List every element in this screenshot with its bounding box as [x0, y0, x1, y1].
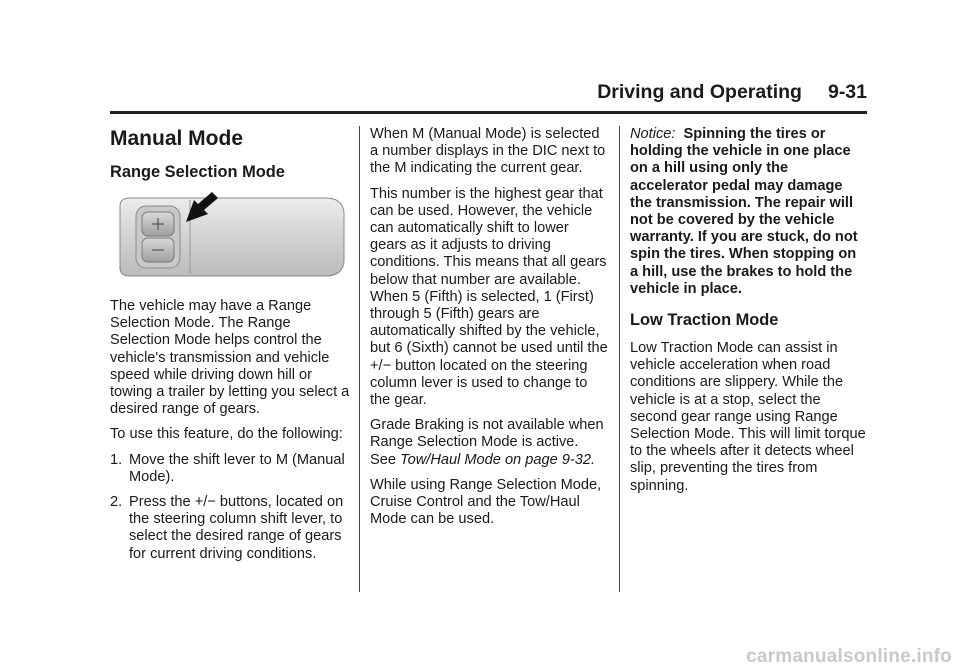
column-left: [110, 126, 350, 571]
notice-label: Notice:: [630, 126, 676, 142]
watermark: carmanualsonline.info: [746, 646, 952, 667]
page-header: [110, 80, 867, 104]
column-divider: [619, 126, 620, 592]
step-number: 1.: [110, 451, 123, 468]
cross-reference: Tow/Haul Mode on page 9-32.: [400, 451, 596, 468]
subsection-heading: Low Traction Mode: [630, 311, 779, 330]
header-rule: [110, 111, 867, 114]
step-text: Press the +/− buttons, located on the steering column shift lever, to select the desired range of gears for current driving conditions.: [129, 494, 344, 562]
paragraph: When M (Manual Mode) is selected a number displays in the DIC next to the M indicating the current gear.: [370, 126, 606, 177]
subsection-heading: Range Selection Mode: [110, 163, 285, 181]
section-title: Driving and Operating: [597, 81, 802, 103]
paragraph: While using Range Selection Mode, Cruise Control and the Tow/Haul Mode can be used.: [370, 476, 602, 528]
column-right: [630, 126, 866, 503]
notice-text: Spinning the tires or holding the vehicle in one place on a hill using only the accelerator pedal may damage the transmission. The repair will not be covered by the vehicle warranty. If you are stuck, do not spin the tires. When stopping on a hill, use the brakes to hold the vehicle in place.: [630, 126, 858, 297]
lead-paragraph: To use this feature, do the following:: [110, 426, 343, 443]
notice-paragraph: [630, 126, 866, 298]
column-middle: [370, 126, 608, 536]
step-text: Move the shift lever to M (Manual Mode).: [129, 451, 345, 485]
section-heading: Manual Mode: [110, 127, 244, 150]
column-divider: [359, 126, 360, 592]
intro-paragraph: The vehicle may have a Range Selection Mode. The Range Selection Mode helps control the vehicle's transmission and vehicle speed while driving down hill or towing a trailer by letting you select a desired range of gears.: [110, 298, 350, 418]
page-number: 9-31: [827, 81, 867, 103]
paragraph: This number is the highest gear that can be used. However, the vehicle can automatically shift to lower gears as it adjusts to driving conditions. This means that all gears below that number are available. When 5 (Fifth) is selected, 1 (First) through 5 (Fifth) gears are automatically shifted by the vehicle, but 6 (Sixth) cannot be used until the +/− button located on the steering column lever is used to change to the gear.: [370, 185, 608, 409]
paragraph-text: Grade Braking is not available when Range Selection Mode is active. See: [370, 417, 604, 468]
step-number: 2.: [110, 494, 123, 511]
list-item: [110, 494, 350, 563]
paragraph: [370, 417, 608, 469]
shift-lever-figure: [114, 192, 346, 282]
paragraph: Low Traction Mode can assist in vehicle acceleration when road conditions are slippery. While the vehicle is at a stop, select the second gear range using Range Selection Mode. This will limit torque to the wheels after it detects wheel slip, preventing the tires from spinning.: [630, 340, 866, 494]
list-item: [110, 452, 350, 486]
